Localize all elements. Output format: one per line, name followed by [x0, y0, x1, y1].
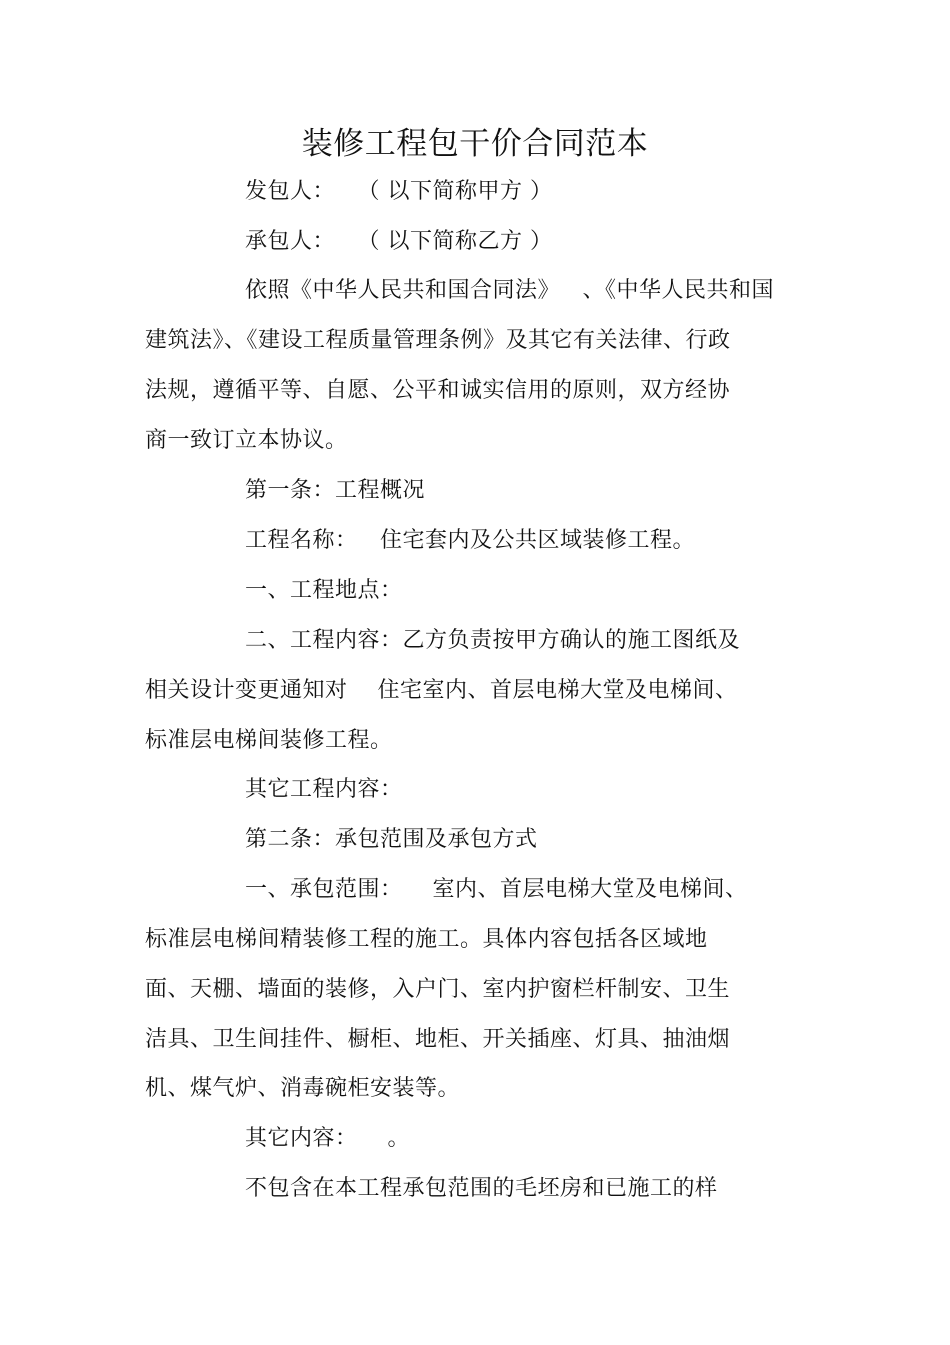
- paragraph-line: 不包含在本工程承包范围的毛坯房和已施工的样: [245, 1176, 718, 1201]
- paragraph-line: 法规，遵循平等、自愿、公平和诚实信用的原则，双方经协: [145, 378, 731, 403]
- section-heading: 第二条：承包范围及承包方式: [245, 827, 538, 852]
- paragraph-line: 机、煤气炉、消毒碗柜安装等。: [145, 1076, 461, 1101]
- paragraph-line: 承包人： （ 以下简称乙方 ）: [245, 229, 553, 254]
- paragraph-line: 建筑法》、《建设工程质量管理条例》及其它有关法律、行政: [145, 328, 731, 353]
- paragraph-line: 相关设计变更通知对 住宅室内、首层电梯大堂及电梯间、: [145, 678, 738, 703]
- paragraph-line: 二、工程内容：乙方负责按甲方确认的施工图纸及: [245, 628, 741, 653]
- paragraph-line: 工程名称： 住宅套内及公共区域装修工程。: [245, 528, 695, 553]
- paragraph-line: 其它内容： 。: [245, 1126, 410, 1151]
- paragraph-line: 面、天棚、墙面的装修，入户门、室内护窗栏杆制安、卫生: [145, 977, 731, 1002]
- paragraph-line: 依照《中华人民共和国合同法》 、《中华人民共和国: [245, 278, 774, 303]
- paragraph-line: 洁具、卫生间挂件、橱柜、地柜、开关插座、灯具、抽油烟: [145, 1027, 731, 1052]
- paragraph-line: 其它工程内容：: [245, 777, 403, 802]
- document-title: 装修工程包干价合同范本: [301, 126, 649, 162]
- paragraph-line: 商一致订立本协议。: [145, 428, 348, 453]
- paragraph-line: 发包人： （ 以下简称甲方 ）: [245, 179, 553, 204]
- paragraph-line: 标准层电梯间装修工程。: [145, 728, 393, 753]
- paragraph-line: 标准层电梯间精装修工程的施工。具体内容包括各区域地: [145, 927, 708, 952]
- paragraph-line: 一、承包范围： 室内、首层电梯大堂及电梯间、: [245, 877, 748, 902]
- section-heading: 第一条：工程概况: [245, 478, 426, 503]
- paragraph-line: 一、工程地点：: [245, 578, 403, 603]
